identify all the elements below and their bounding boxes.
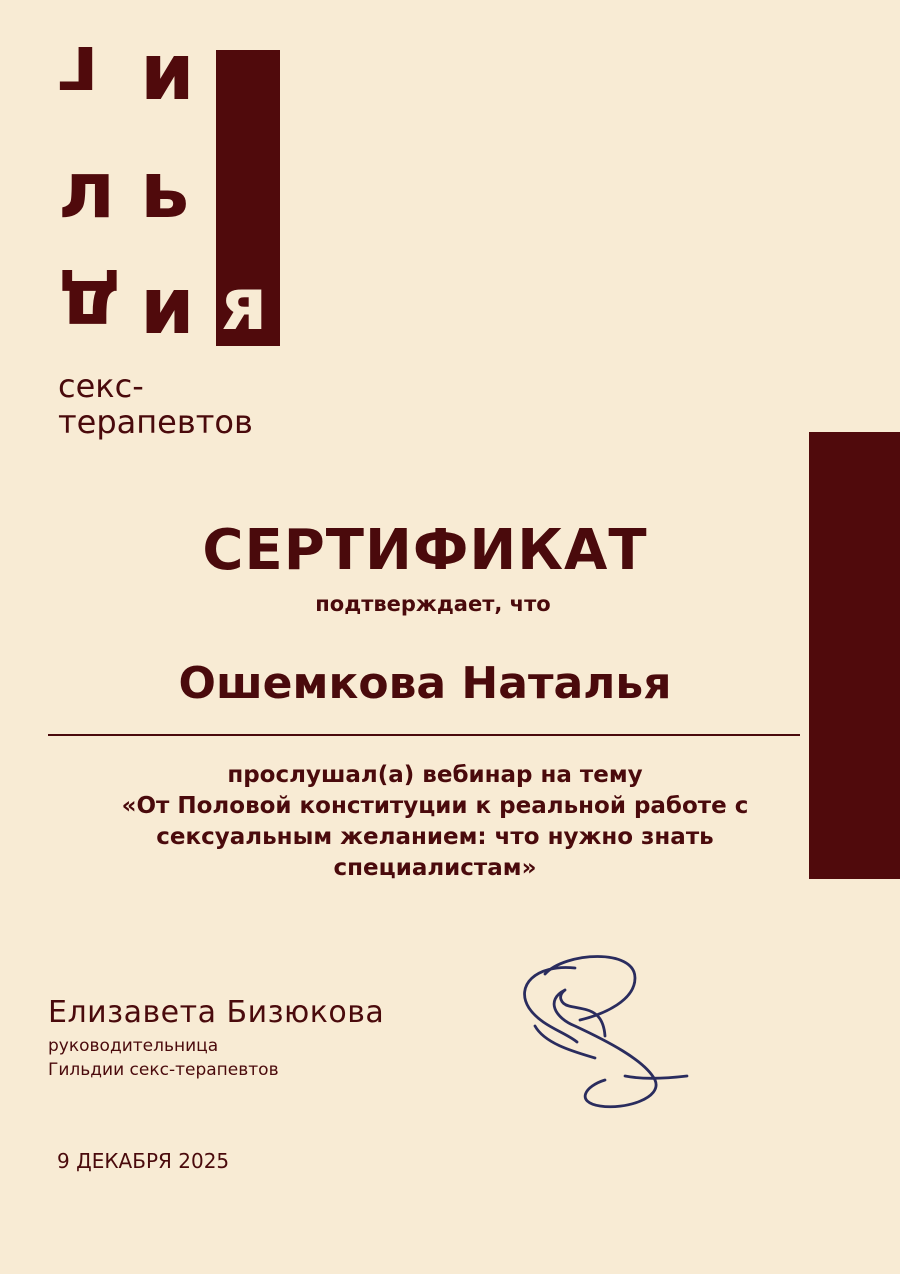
divider-line: [48, 734, 800, 736]
logo-letter: д: [58, 262, 121, 352]
logo-letter: и: [140, 28, 195, 118]
recipient-name: Ошемкова Наталья: [178, 658, 672, 709]
logo-subtitle-line: терапевтов: [58, 403, 253, 441]
signer-role: [48, 1034, 279, 1082]
logo-letter: г: [58, 28, 99, 118]
confirms-text: подтверждает, что: [315, 592, 551, 616]
logo-subtitle-line: секс-: [58, 367, 144, 405]
logo-letter: л: [58, 146, 116, 236]
logo-letter: ь: [140, 146, 190, 236]
signer-role-line: руководительница: [48, 1036, 219, 1056]
topic-line: прослушал(а) вебинар на тему: [227, 762, 643, 788]
topic-line: специалистам»: [333, 855, 537, 881]
logo-letter: я: [221, 262, 268, 346]
signer-name: Елизавета Бизюкова: [48, 995, 385, 1030]
logo-subtitle: [58, 368, 253, 440]
decorative-side-bar: [809, 432, 900, 879]
topic-line: сексуальным желанием: что нужно знать: [156, 824, 714, 850]
handwritten-signature: [505, 948, 695, 1118]
signer-role-line: Гильдии секс-терапевтов: [48, 1060, 279, 1080]
issue-date: 9 ДЕКАБРЯ 2025: [57, 1149, 230, 1173]
webinar-topic: [60, 760, 810, 884]
topic-line: «От Половой конституции к реальной работе с: [121, 793, 749, 819]
certificate-title: СЕРТИФИКАТ: [202, 518, 648, 583]
logo-letter: и: [140, 262, 195, 352]
